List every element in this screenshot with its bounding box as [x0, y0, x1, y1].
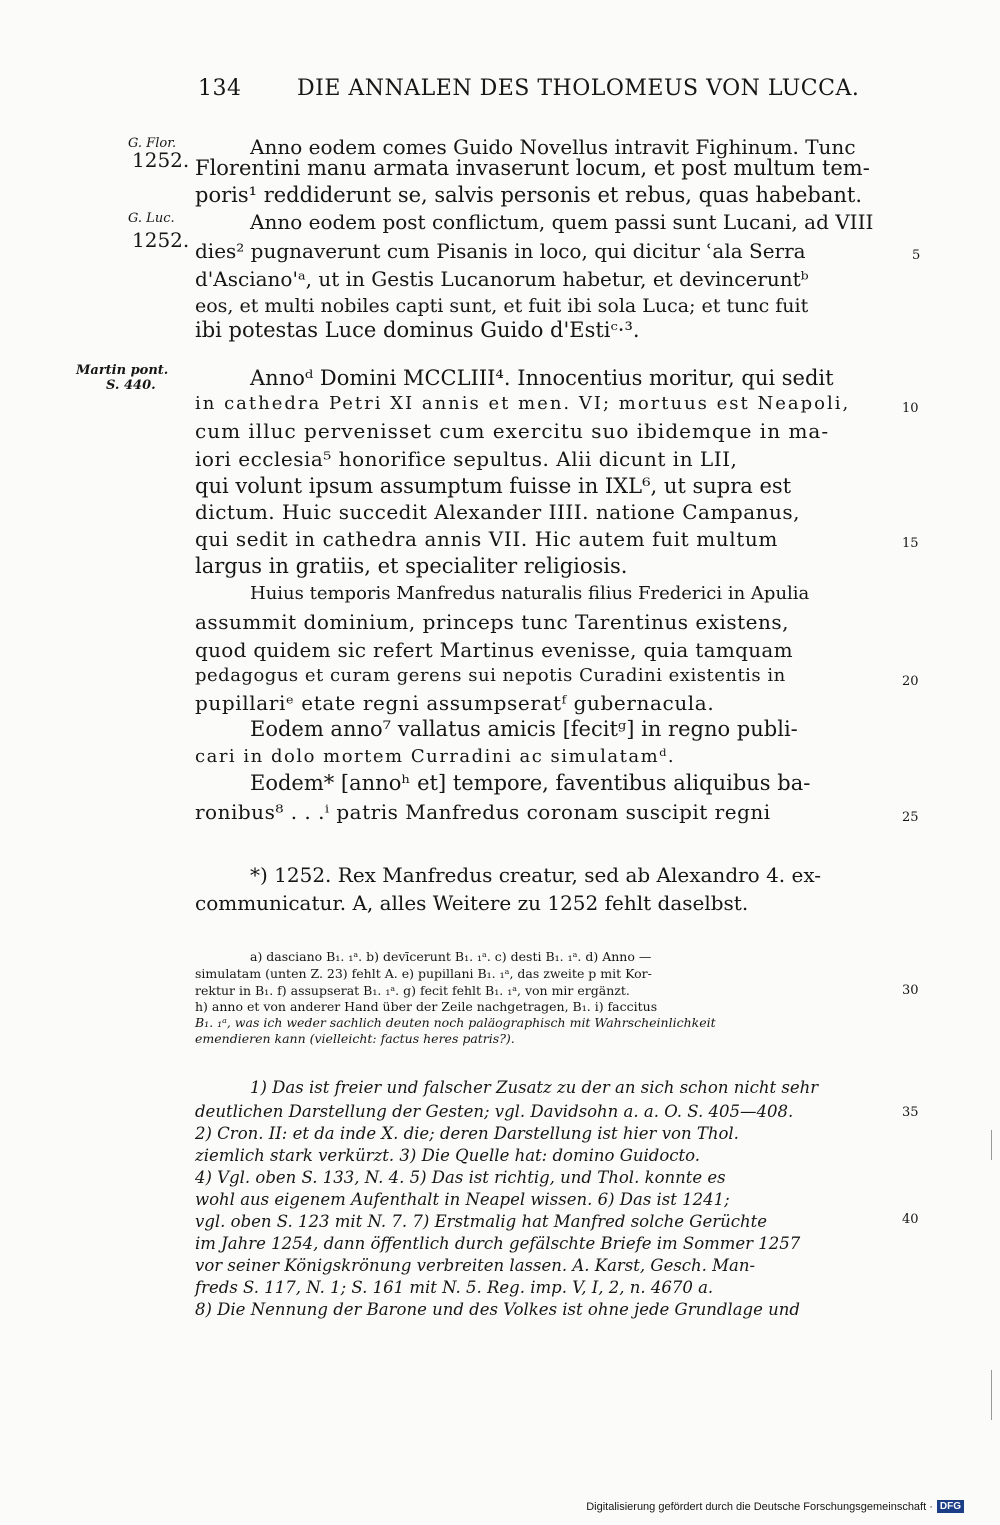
body-line: ronibus⁸ . . .ⁱ patris Manfredus coronam suscipit regni: [195, 800, 771, 824]
body-line: d'Asciano'ᵃ, ut in Gestis Lucanorum habetur, et devinceruntᵇ: [195, 267, 809, 291]
body-line: Annoᵈ Domini MCCLIII⁴. Innocentius moritur, qui sedit: [250, 366, 834, 390]
footnote-line: 8) Die Nennung der Barone und des Volkes ist ohne jede Grundlage und: [195, 1300, 800, 1319]
body-line: Eodem anno⁷ vallatus amicis [fecitᵍ] in regno publi-: [250, 717, 798, 741]
body-line: ibi potestas Luce dominus Guido d'Estiᶜ·³.: [195, 318, 640, 342]
body-line: qui sedit in cathedra annis VII. Hic autem fuit multum: [195, 527, 778, 551]
footnote-line: freds S. 117, N. 1; S. 161 mit N. 5. Reg. imp. V, I, 2, n. 4670 a.: [195, 1278, 714, 1297]
body-line: dies² pugnaverunt cum Pisanis in loco, qui dicitur ʿala Serra: [195, 239, 806, 263]
body-line: Huius temporis Manfredus naturalis filius Frederici in Apulia: [250, 583, 810, 604]
scan-edge-mark: [991, 1370, 992, 1420]
line-number: 5: [912, 248, 921, 263]
apparatus-line: h) anno et von anderer Hand über der Zeile nachgetragen, B₁. i) faccitus: [195, 999, 658, 1014]
body-line: Anno eodem post conflictum, quem passi sunt Lucani, ad VIII: [250, 210, 874, 234]
body-line: pupillariᵉ etate regni assumpseratᶠ gubernacula.: [195, 691, 715, 715]
line-number: 20: [902, 674, 919, 689]
margin-page-martin: S. 440.: [106, 378, 156, 393]
line-number: 25: [902, 810, 919, 825]
line-number: 40: [902, 1212, 919, 1227]
body-line: pedagogus et curam gerens sui nepotis Curadini existentis in: [195, 665, 786, 686]
body-line: largus in gratiis, et specialiter religiosis.: [195, 554, 628, 578]
margin-source-gluc: G. Luc.: [128, 211, 175, 226]
line-number: 35: [902, 1105, 919, 1120]
footnote-line: wohl aus eigenem Aufenthalt in Neapel wissen. 6) Das ist 1241;: [195, 1190, 730, 1209]
line-number: 15: [902, 536, 919, 551]
body-line: poris¹ reddiderunt se, salvis personis et rebus, quas habebant.: [195, 183, 863, 207]
body-line: Anno eodem comes Guido Novellus intravit Fighinum. Tunc: [250, 135, 856, 159]
footnote-line: vor seiner Königskrönung verbreiten lassen. A. Karst, Gesch. Man-: [195, 1256, 756, 1275]
footnote-line: 4) Vgl. oben S. 133, N. 4. 5) Das ist richtig, und Thol. konnte es: [195, 1168, 726, 1187]
credit-text: Digitalisierung gefördert durch die Deutsche Forschungsgemeinschaft ·: [586, 1500, 933, 1513]
body-line: assummit dominium, princeps tunc Tarentinus existens,: [195, 610, 790, 634]
apparatus-line: emendieren kann (vielleicht: factus heres patris?).: [195, 1031, 515, 1046]
running-head: [198, 76, 859, 101]
footnote-line: deutlichen Darstellung der Gesten; vgl. Davidsohn a. a. O. S. 405—408.: [195, 1102, 794, 1121]
footnote-line: ziemlich stark verkürzt. 3) Die Quelle hat: domino Guidocto.: [195, 1146, 701, 1165]
star-note-line: *) 1252. Rex Manfredus creatur, sed ab Alexandro 4. ex-: [250, 863, 822, 887]
margin-year-gflor: 1252.: [132, 148, 190, 172]
body-line: eos, et multi nobiles capti sunt, et fuit ibi sola Luca; et tunc fuit: [195, 295, 809, 317]
footnote-line: vgl. oben S. 123 mit N. 7. 7) Erstmalig hat Manfred solche Gerüchte: [195, 1212, 767, 1231]
digitization-credit: [586, 1500, 964, 1513]
apparatus-line: B₁. ₁ᵃ, was ich weder sachlich deuten noch paläographisch mit Wahrscheinlichkeit: [195, 1015, 716, 1030]
page-title: DIE ANNALEN DES THOLOMEUS VON LUCCA.: [297, 76, 860, 101]
apparatus-line: simulatam (unten Z. 23) fehlt A. e) pupillani B₁. ₁ᵃ, das zweite p mit Kor-: [195, 966, 652, 981]
margin-source-martin: Martin pont.: [76, 363, 169, 378]
margin-source-gflor: G. Flor.: [128, 136, 177, 151]
footnote-line: 1) Das ist freier und falscher Zusatz zu der an sich schon nicht sehr: [250, 1078, 819, 1097]
star-note-line: communicatur. A, alles Weitere zu 1252 fehlt daselbst.: [195, 891, 749, 915]
scan-edge-mark: [991, 1130, 992, 1160]
body-line: quod quidem sic refert Martinus evenisse, quia tamquam: [195, 638, 793, 662]
page-number: 134: [198, 76, 242, 101]
body-line: Florentini manu armata invaserunt locum, et post multum tem-: [195, 156, 870, 180]
body-line: qui volunt ipsum assumptum fuisse in IXL⁶, ut supra est: [195, 474, 792, 498]
body-line: iori ecclesia⁵ honorifice sepultus. Alii dicunt in LII,: [195, 447, 738, 471]
dfg-logo: DFG: [937, 1500, 964, 1513]
body-line: dictum. Huic succedit Alexander IIII. natione Campanus,: [195, 500, 801, 524]
body-line: Eodem* [annoʰ et] tempore, faventibus aliquibus ba-: [250, 771, 811, 795]
margin-year-gluc: 1252.: [132, 228, 190, 252]
apparatus-line: rektur in B₁. f) assupserat B₁. ₁ᵃ. g) fecit fehlt B₁. ₁ᵃ, von mir ergänzt.: [195, 983, 630, 998]
footnote-line: 2) Cron. II: et da inde X. die; deren Darstellung ist hier von Thol.: [195, 1124, 739, 1143]
body-line: cum illuc pervenisset cum exercitu suo ibidemque in ma-: [195, 419, 830, 443]
body-line: in cathedra Petri XI annis et men. VI; mortuus est Neapoli,: [195, 393, 851, 414]
body-line: cari in dolo mortem Curradini ac simulatamᵈ.: [195, 746, 676, 767]
line-number: 10: [902, 401, 919, 416]
footnote-line: im Jahre 1254, dann öffentlich durch gefälschte Briefe im Sommer 1257: [195, 1234, 801, 1253]
apparatus-line: a) dasciano B₁. ₁ᵃ. b) devīcerunt B₁. ₁ᵃ. c) desti B₁. ₁ᵃ. d) Anno —: [250, 949, 652, 964]
line-number: 30: [902, 983, 919, 998]
